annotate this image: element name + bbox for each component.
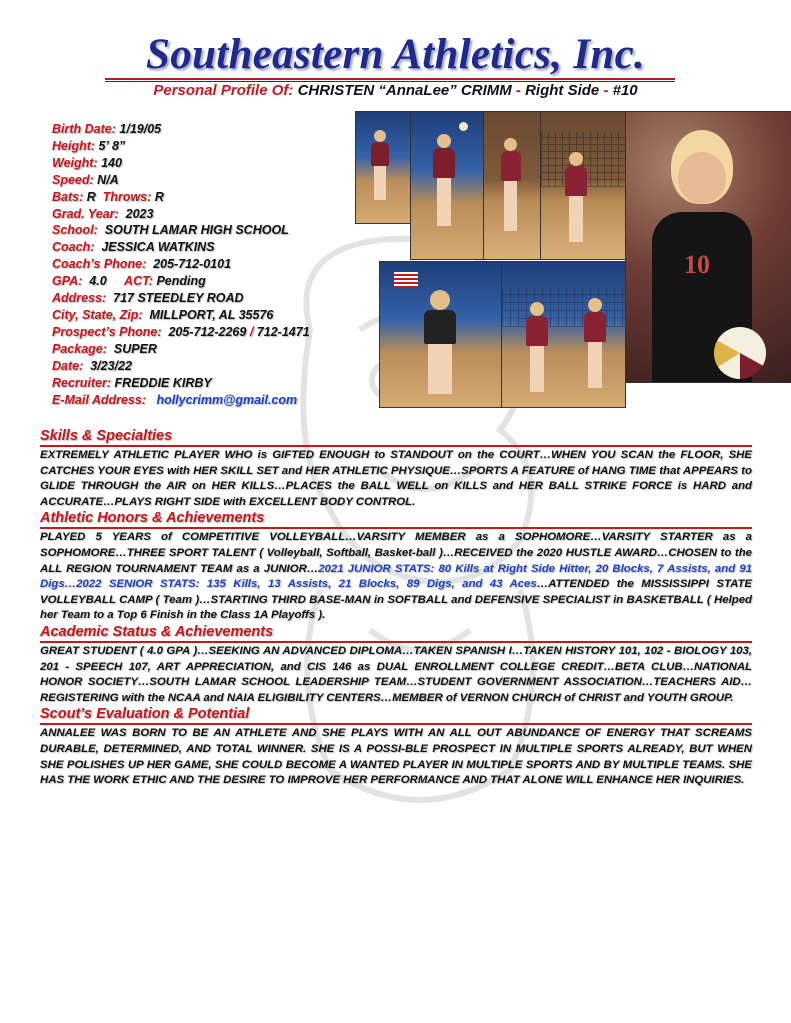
field-label: ACT:: [124, 274, 153, 289]
package-row: [52, 341, 310, 358]
field-value: 712-1471: [256, 324, 310, 339]
athletic-text-2: …ATTENDED the MISSISSIPPI STATE VOLLEYBALL CAMP ( Team )…STARTING THIRD BASE-MAN in SOFTBALL and DEFENSIVE SPECIALIST in BASKETBALL ( Helped her Team to a Top 6 Finish in the Class 1A Playoffs ).: [40, 578, 753, 622]
field-value: 140: [101, 155, 122, 170]
profile-sections: [40, 428, 752, 789]
bats-throws-row: [52, 189, 310, 206]
player-position: Right Side: [525, 82, 600, 99]
gpa-act-row: [52, 273, 310, 290]
field-label: Weight:: [52, 155, 98, 170]
skills-heading: Skills & Specialties: [40, 428, 752, 447]
field-label: Speed:: [52, 172, 94, 187]
field-value: MILLPORT, AL 35576: [149, 307, 274, 322]
academic-body: GREAT STUDENT ( 4.0 GPA )…SEEKING AN ADVANCED DIPLOMA…TAKEN SPANISH I…TAKEN HISTORY 101, 102 - BIOLOGY 103, 201 - SPEECH 107, ART APPRECIATION, and CIS 146 as DUAL ENROLLMENT COLLEGE CREDIT…BETA CLUB…NATIONAL HONOR SOCIETY…SOUTH LAMAR SCHOOL LEADERSHIP TEAM…STUDENT GOVERNMENT ASSOCIATION…TEACHERS AID…REGISTERING with the NCAA and NAIA ELIGIBILITY CENTERS…MEMBER of VERNON CHURCH of CHRIST and YOUTH GROUP.: [40, 644, 752, 704]
field-value: FREDDIE KIRBY: [114, 375, 212, 390]
field-label: School:: [52, 223, 98, 238]
coach-phone-row: [52, 256, 310, 273]
prospect-phone-row: [52, 324, 310, 341]
field-value: 205-712-2269: [168, 324, 247, 339]
field-label: Throws:: [102, 189, 152, 204]
field-label: Grad. Year:: [52, 206, 119, 221]
date-row: [52, 358, 310, 375]
field-value: SOUTH LAMAR HIGH SCHOOL: [104, 223, 289, 238]
action-photo-1: [355, 111, 411, 224]
field-label: Coach:: [52, 240, 95, 255]
field-label: Package:: [52, 341, 107, 356]
company-title: Southeastern Athletics, Inc.: [145, 31, 645, 78]
email-link[interactable]: hollycrimm@gmail.com: [156, 392, 298, 407]
stats-2022: 2022 SENIOR STATS: 135 Kills, 13 Assists, 21 Blocks, 89 Digs, and 43 Aces: [76, 578, 537, 591]
action-photo-5: [379, 261, 502, 408]
skills-body: EXTREMELY ATHLETIC PLAYER WHO is GIFTED ENOUGH to STANDOUT on the COURT…WHEN YOU SCAN the FLOOR, SHE CATCHES YOUR EYES with HER SKILL SET and HER ATHLETIC PHYSIQUE…SPORTS A FEATURE of HANG TIME that APPEARS to GLIDE THROUGH the AIR on HER KILLS…PLACES the BALL WELL on KILLS and HER BALL STRIKE FORCE is HARD and ACCURATE…PLAYS RIGHT SIDE with EXCELLENT BODY CONTROL.: [40, 449, 752, 508]
player-number: #10: [612, 82, 638, 99]
field-value: 717 STEEDLEY ROAD: [113, 291, 244, 306]
player-name: CHRISTEN “AnnaLee” CRIMM: [297, 82, 512, 99]
field-label: E-Mail Address:: [52, 392, 147, 407]
athletic-body: [40, 530, 752, 624]
scout-heading: Scout’s Evaluation & Potential: [40, 706, 752, 725]
field-value: 1/19/05: [119, 122, 162, 136]
phone-separator: /: [249, 324, 254, 339]
portrait-photo: [625, 111, 791, 383]
coach-row: [52, 239, 310, 256]
subtitle-label: Personal Profile Of:: [153, 82, 294, 99]
number-separator: -: [603, 82, 609, 99]
field-label: Bats:: [52, 189, 84, 204]
action-photo-2: [410, 111, 484, 260]
recruiter-row: [52, 375, 310, 392]
field-label: Recruiter:: [52, 375, 112, 390]
email-row: [52, 392, 310, 409]
action-photo-4: [540, 111, 626, 260]
field-label: Birth Date:: [52, 122, 116, 136]
scout-body: ANNALEE WAS BORN TO BE AN ATHLETE AND SHE PLAYS WITH AN ALL OUT ABUNDANCE OF ENERGY THAT SCREAMS DURABLE, DETERMINED, AND TOTAL WINNER. SHE IS A POSSI-BLE PROSPECT IN MULTIPLE SPORTS ALREADY, BUT WHEN SHE POLISHES UP HER GAME, SHE COULD BECOME A WANTED PLAYER IN MULTIPLE SPORTS AND BY MULTIPLE TEAMS. SHE HAS THE WORK ETHIC AND THE DESIRE TO IMPROVE HER PERFORMANCE AND THAT ALONE WILL ENHANCE HER INQUIRIES.: [40, 727, 752, 787]
athletic-heading: Athletic Honors & Achievements: [40, 510, 752, 529]
field-value: 4.0: [89, 274, 107, 289]
position-separator: -: [515, 82, 521, 99]
field-label: GPA:: [52, 274, 83, 289]
speed-row: [52, 172, 310, 189]
field-label: Height:: [52, 138, 96, 153]
field-value: JESSICA WATKINS: [101, 240, 215, 255]
field-value: 3/23/22: [90, 358, 132, 373]
field-value: R: [86, 189, 96, 204]
athletic-text-1: PLAYED 5 YEARS of COMPETITIVE VOLLEYBALL…VARSITY MEMBER as a SOPHOMORE…VARSITY STARTER as a SOPHOMORE…THREE SPORT TALENT ( Volleyball, Softball, Basket-ball )…RECEIVED the 2020 HUSTLE AWARD…CHOSEN to the ALL REGION TOURNAMENT TEAM as a JUNIOR…: [40, 531, 752, 575]
field-label: Coach’s Phone:: [52, 257, 147, 272]
field-label: Date:: [52, 358, 84, 373]
jersey-number: 10: [684, 250, 710, 279]
field-value: 5’ 8”: [98, 138, 126, 153]
school-row: [52, 222, 310, 239]
field-label: City, State, Zip:: [52, 307, 143, 322]
weight-row: [52, 155, 310, 172]
address-row: [52, 290, 310, 307]
field-label: Prospect’s Phone:: [52, 324, 162, 339]
title-underline: [105, 78, 675, 80]
grad-year-row: [52, 206, 310, 223]
field-value: 2023: [125, 206, 154, 221]
birth-date-row: [52, 121, 310, 138]
field-value: R: [154, 189, 164, 204]
action-photo-6: [501, 261, 626, 408]
profile-subtitle: [0, 82, 791, 99]
stats-2021: 2021 JUNIOR STATS: 80 Kills at Right Side Hitter, 20 Blocks, 7 Assists, and 91 Digs…: [40, 562, 752, 591]
volleyball-icon: [714, 327, 766, 379]
field-value: N/A: [97, 172, 119, 187]
field-value: Pending: [156, 274, 206, 289]
city-state-zip-row: [52, 307, 310, 324]
academic-heading: Academic Status & Achievements: [40, 624, 752, 643]
field-value: 205-712-0101: [153, 257, 232, 272]
field-label: Address:: [52, 291, 107, 306]
field-value: SUPER: [113, 341, 157, 356]
profile-info: [52, 121, 310, 408]
height-row: [52, 138, 310, 155]
action-photo-3: [483, 111, 541, 260]
